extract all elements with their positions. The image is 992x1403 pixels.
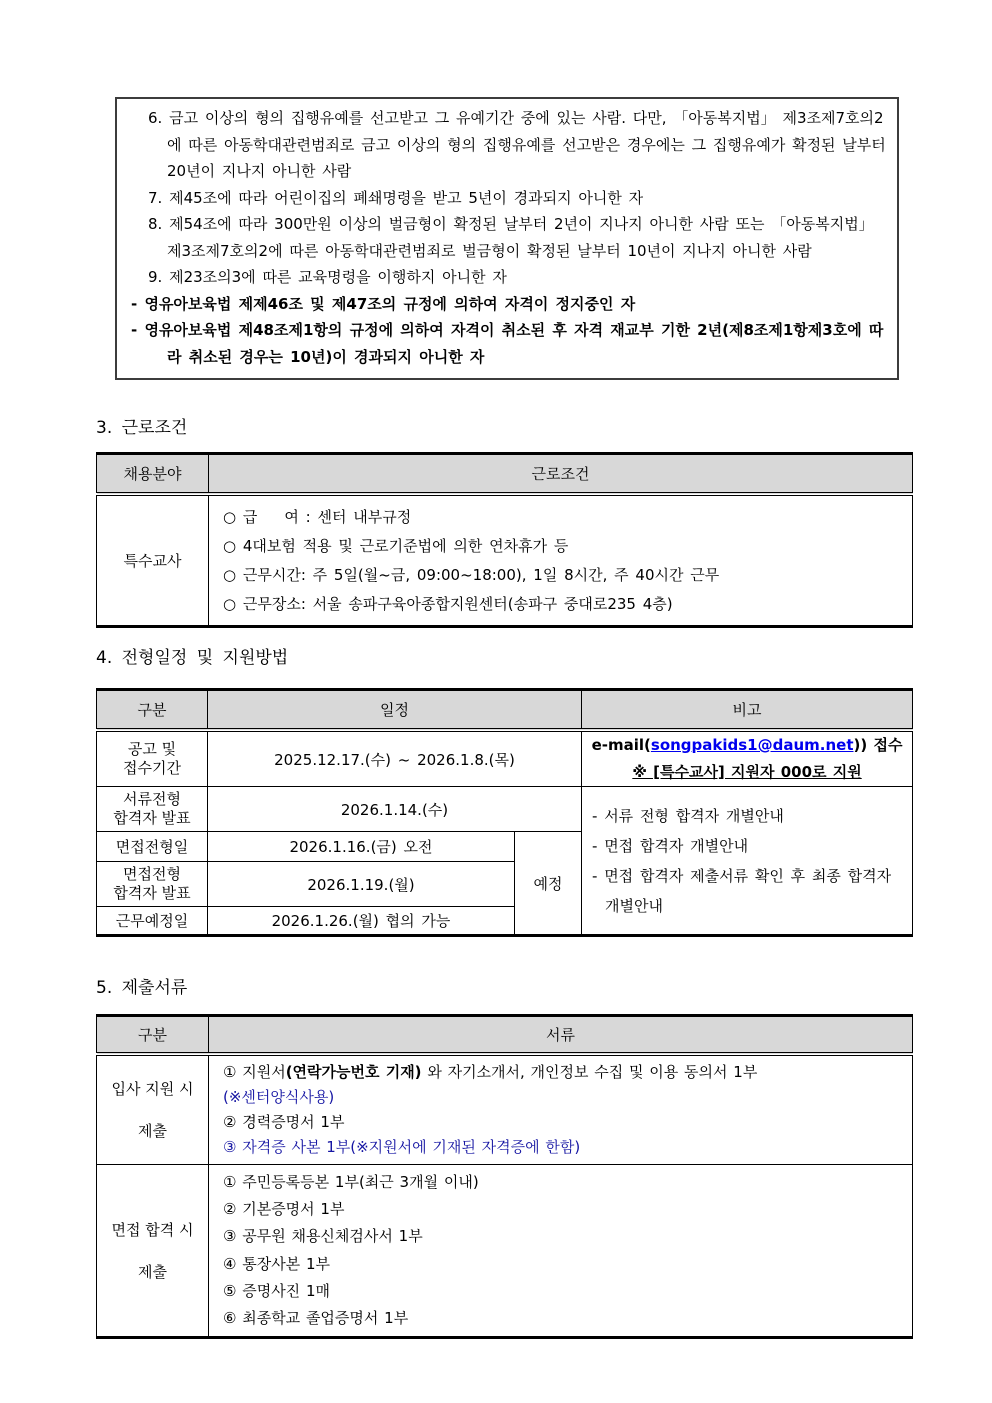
working-conditions-table: [96, 452, 913, 628]
doc-text: ① 지원서: [223, 1063, 286, 1081]
disqualification-item-9: 9. 제23조의3에 따른 교육명령을 이행하지 아니한 자: [148, 268, 507, 286]
doc-text: 와 자기소개서, 개인정보 수집 및 이용 동의서 1부: [421, 1063, 758, 1081]
row-label-line: 서류전형: [123, 790, 181, 808]
row-label-line: 합격자 발표: [113, 884, 191, 902]
disqualification-item-8: 8. 제54조에 따라 300만원 이상의 벌금형이 확정된 날부터 2년이 지나지 아니한 사람 또는 「아동복지법」 제3조제7호의2에 따른 아동학대관련범죄로 벌금형이 확정된 날부터 10년이 지나지 아니한 사람: [148, 215, 874, 260]
header-category: 구분: [97, 1016, 209, 1055]
row-label: 면접전형일: [97, 832, 208, 862]
table-row-application-docs: [97, 1054, 913, 1165]
table-header-row: [97, 690, 913, 731]
remark-email-cell: [582, 730, 913, 787]
email-link[interactable]: songpakids1@daum.net: [650, 736, 854, 754]
email-suffix: )) 접수: [853, 736, 903, 754]
header-category: 구분: [97, 690, 208, 731]
row-label: [97, 787, 208, 832]
condition-line-location: ○ 근무장소: 서울 송파구육아종합지원센터(송파구 중대로235 4층): [223, 594, 673, 613]
row-label-line: 면접 합격 시: [111, 1220, 194, 1239]
row-label: 근무예정일: [97, 907, 208, 936]
disqualification-dash-item: - 영유아보육법 제48조제1항의 규정에 의하여 자격이 취소된 후 자격 재교부 기한 2년(제8조제1항제3호에 따라 취소된 경우는 10년)이 경과되지 아니한 자: [131, 321, 884, 366]
row-label: [97, 1165, 209, 1338]
disqualification-item-7: 7. 제45조에 따라 어린이집의 폐쇄명령을 받고 5년이 경과되지 아니한 자: [148, 188, 644, 207]
remark-note-line: - 면접 합격자 개별안내: [592, 836, 749, 855]
row-label-line: 입사 지원 시: [111, 1080, 194, 1098]
doc-line-license-copy: ③ 자격증 사본 1부(※지원서에 기재된 자격증에 한함): [223, 1138, 581, 1156]
condition-line-salary: ○ 급 여 : 센터 내부규정: [223, 507, 412, 526]
row-label-line: 제출: [138, 1122, 167, 1140]
section-title-schedule: 4. 전형일정 및 지원방법: [96, 648, 289, 668]
doc-line-center-form-note: (※센터양식사용): [223, 1088, 335, 1106]
table-row-interview-pass-docs: [97, 1165, 913, 1338]
row-label-line: 공고 및: [127, 740, 177, 758]
header-working-conditions: 근로조건: [209, 454, 913, 495]
header-remarks: 비고: [582, 690, 913, 731]
schedule-cell: 2025.12.17.(수) ~ 2026.1.8.(목): [208, 730, 582, 787]
doc-line-basic-cert: ② 기본증명서 1부: [223, 1200, 345, 1219]
condition-line-insurance: ○ 4대보험 적용 및 근로기준법에 의한 연차휴가 등: [223, 536, 569, 555]
section-title-documents: 5. 제출서류: [96, 978, 188, 998]
remark-email-line: [582, 732, 912, 759]
disqualification-box: [115, 97, 899, 380]
disqualification-dash-item: - 영유아보육법 제제46조 및 제47조의 규정에 의하여 자격이 정지중인 자: [131, 294, 636, 313]
doc-line-application: [223, 1060, 904, 1085]
email-prefix: e-mail(: [591, 736, 651, 754]
application-note: ※ [특수교사] 지원자 000로 지원: [632, 763, 862, 781]
header-recruit-field: 채용분야: [97, 454, 209, 495]
header-documents: 서류: [209, 1016, 913, 1055]
status-cell: 예정: [515, 832, 582, 936]
recruit-field-cell: 특수교사: [97, 494, 209, 627]
schedule-cell: 2026.1.26.(월) 협의 가능: [208, 907, 515, 936]
remark-note-line: - 서류 전형 합격자 개별안내: [592, 806, 784, 825]
disqualification-item-6: 6. 금고 이상의 형의 집행유예를 선고받고 그 유예기간 중에 있는 사람. 다만, 「아동복지법」 제3조제7호의2에 따른 아동학대관련범죄로 금고 이상의 형의 집행유예를 선고받은 경우에는 그 집행유예가 확정된 날부터 20년이 지나지 아니한 사람: [148, 109, 886, 180]
doc-line-graduation-cert: ⑥ 최종학교 졸업증명서 1부: [223, 1309, 409, 1328]
schedule-cell: 2026.1.19.(월): [208, 862, 515, 907]
doc-line-health-check: ③ 공무원 채용신체검사서 1부: [223, 1227, 423, 1246]
doc-line-photo: ⑤ 증명사진 1매: [223, 1281, 330, 1300]
condition-line-hours: ○ 근무시간: 주 5일(월~금, 09:00~18:00), 1일 8시간, 주 40시간 근무: [223, 565, 720, 584]
table-row: [97, 494, 913, 627]
table-row-document-screening: [97, 787, 913, 832]
schedule-table: [96, 688, 913, 937]
remark-notes-cell: [582, 787, 913, 936]
section-title-working-conditions: 3. 근로조건: [96, 418, 188, 438]
row-label-line: 제출: [138, 1262, 167, 1281]
schedule-cell: 2026.1.14.(수): [208, 787, 582, 832]
row-label-line: 합격자 발표: [113, 809, 191, 827]
table-header-row: [97, 454, 913, 495]
row-label: [97, 1054, 209, 1165]
documents-table: [96, 1014, 913, 1339]
row-label-line: 접수기간: [123, 759, 181, 777]
doc-line-career-cert: ② 경력증명서 1부: [223, 1113, 345, 1131]
doc-line-bankbook-copy: ④ 통장사본 1부: [223, 1254, 330, 1273]
schedule-cell: 2026.1.16.(금) 오전: [208, 832, 515, 862]
doc-line-resident-register: ① 주민등록등본 1부(최근 3개월 이내): [223, 1173, 479, 1191]
row-label: [97, 862, 208, 907]
documents-cell: [209, 1165, 913, 1338]
header-schedule: 일정: [208, 690, 582, 731]
documents-cell: [209, 1054, 913, 1165]
row-label: [97, 730, 208, 787]
table-header-row: [97, 1016, 913, 1055]
remark-note-line: - 면접 합격자 제출서류 확인 후 최종 합격자 개별안내: [592, 866, 892, 915]
doc-text-bold: (연락가능번호 기재): [285, 1063, 422, 1081]
conditions-cell: [209, 494, 913, 627]
table-row-announcement: [97, 730, 913, 787]
row-label-line: 면접전형: [123, 865, 181, 883]
